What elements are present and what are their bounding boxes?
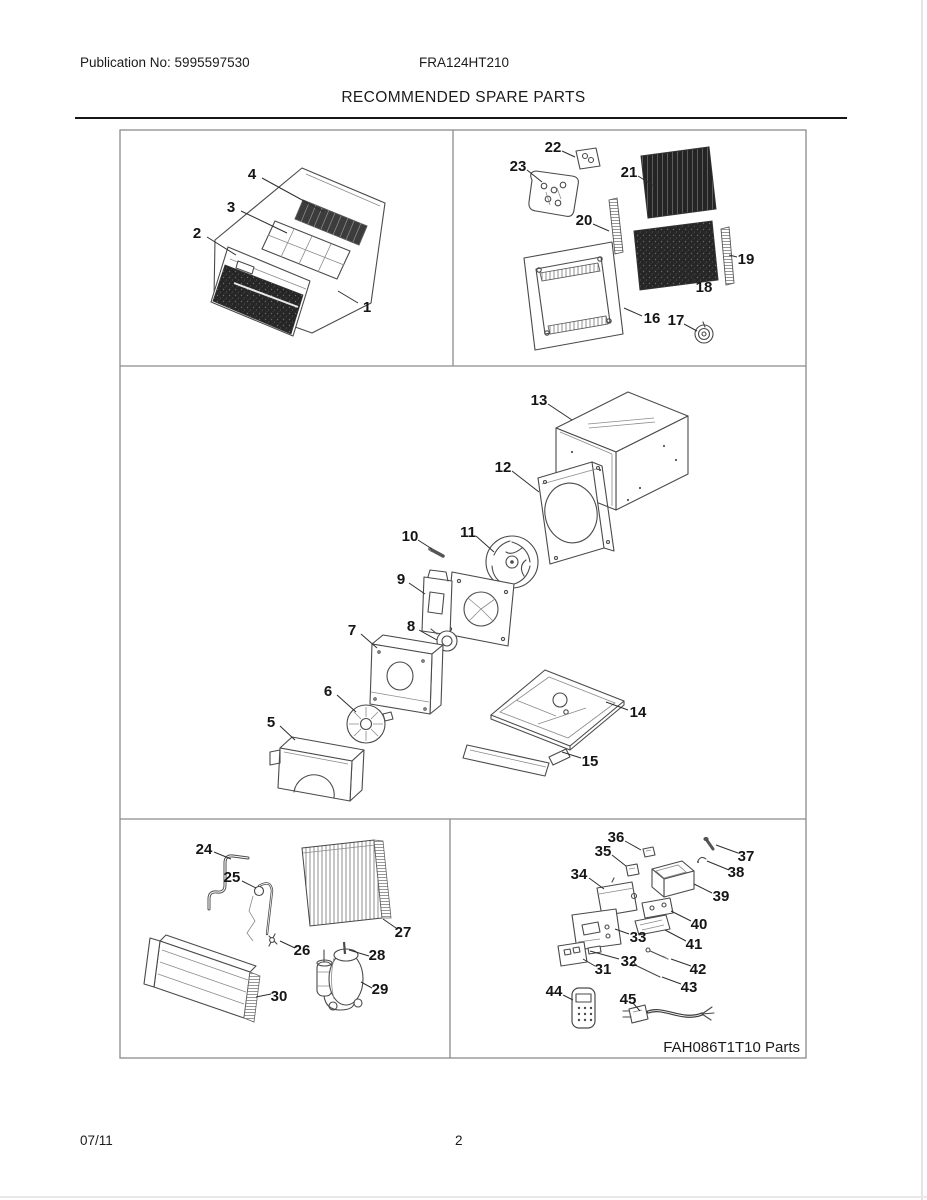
part-32-drawing xyxy=(588,946,601,954)
part-31-drawing xyxy=(558,942,587,966)
part-25-drawing xyxy=(247,883,272,941)
part-36-drawing xyxy=(643,847,655,857)
page-title: RECOMMENDED SPARE PARTS xyxy=(341,89,586,106)
part-number-label: 17 xyxy=(667,312,685,329)
part-38-drawing xyxy=(697,857,706,863)
chassis-exploded-view xyxy=(270,392,688,801)
leader-line xyxy=(548,404,572,420)
leader-line xyxy=(409,583,425,594)
part-number-label: 1 xyxy=(362,299,372,316)
part-15-drawing xyxy=(463,745,570,776)
part-22-drawing xyxy=(576,148,600,169)
footer-page-number: 2 xyxy=(455,1133,463,1148)
part-number-label: 25 xyxy=(223,869,241,886)
part-44-drawing xyxy=(572,988,595,1028)
part-39-drawing xyxy=(652,861,694,897)
model-number: FRA124HT210 xyxy=(419,55,510,70)
part-number-label: 39 xyxy=(712,888,730,905)
part-37-drawing xyxy=(704,838,713,850)
part-21-drawing xyxy=(641,147,716,218)
part-number-label: 26 xyxy=(293,942,311,959)
part-number-label: 41 xyxy=(685,936,703,953)
part-number-label: 40 xyxy=(690,916,708,933)
part-2-drawing xyxy=(211,247,310,336)
part-30-drawing xyxy=(144,935,260,1022)
part-number-label: 29 xyxy=(371,981,389,998)
leader-line xyxy=(242,881,256,888)
part-number-label: 33 xyxy=(629,929,647,946)
part-number-label: 2 xyxy=(192,225,202,242)
part-42-drawing xyxy=(646,948,668,959)
part-number-label: 31 xyxy=(594,961,612,978)
leader-line xyxy=(593,224,609,231)
scan-edge-right xyxy=(921,0,923,1200)
leader-line xyxy=(707,861,729,870)
leader-line xyxy=(241,211,287,233)
part-9-drawing xyxy=(422,570,514,646)
part-35-drawing xyxy=(626,864,639,876)
leader-line xyxy=(207,237,236,255)
part-number-label: 35 xyxy=(594,843,612,860)
leader-line xyxy=(476,536,494,552)
part-number-label: 10 xyxy=(401,528,419,545)
leader-line xyxy=(694,884,712,893)
part-number-label: 6 xyxy=(323,683,333,700)
part-4-drawing xyxy=(295,200,367,245)
part-number-label: 20 xyxy=(575,212,593,229)
leader-line xyxy=(671,911,691,921)
leader-line xyxy=(338,291,358,303)
diagram-caption: FAH086T1T10 Parts xyxy=(663,1039,800,1056)
scan-edge-bottom xyxy=(0,1196,927,1198)
part-number-label: 3 xyxy=(226,199,236,216)
part-number-label: 22 xyxy=(544,139,562,156)
leader-line xyxy=(262,178,324,212)
leader-line xyxy=(418,540,432,549)
part-17-drawing xyxy=(695,322,713,343)
leader-line xyxy=(280,726,295,740)
leader-line xyxy=(590,951,619,959)
part-number-label: 32 xyxy=(620,953,638,970)
part-number-label: 27 xyxy=(394,924,412,941)
part-number-label: 19 xyxy=(737,251,755,268)
part-number-label: 28 xyxy=(368,947,386,964)
part-40-drawing xyxy=(642,898,673,918)
part-number-label: 5 xyxy=(266,714,276,731)
publication-number: Publication No: 5995597530 xyxy=(80,55,250,70)
part-7-drawing xyxy=(370,635,443,714)
part-number-label: 37 xyxy=(737,848,755,865)
leader-line xyxy=(662,977,681,984)
part-5-drawing xyxy=(270,737,364,801)
part-number-label: 14 xyxy=(629,704,647,721)
part-26-drawing xyxy=(269,934,277,946)
part-number-label: 13 xyxy=(530,392,548,409)
part-number-label: 8 xyxy=(406,618,416,635)
leader-line xyxy=(625,841,641,850)
leader-line xyxy=(562,151,575,157)
part-number-label: 15 xyxy=(581,753,599,770)
part-number-label: 45 xyxy=(619,991,637,1008)
leader-line xyxy=(624,308,642,316)
part-number-label: 38 xyxy=(727,864,745,881)
leader-line xyxy=(256,994,271,997)
footer-date: 07/11 xyxy=(80,1133,113,1148)
part-number-label: 36 xyxy=(607,829,625,846)
leader-line xyxy=(512,471,539,492)
leader-line xyxy=(612,855,626,866)
leader-line xyxy=(671,959,691,966)
part-number-label: 44 xyxy=(545,983,563,1000)
leader-line xyxy=(684,324,697,331)
part-number-label: 12 xyxy=(494,459,512,476)
part-number-label: 43 xyxy=(680,979,698,996)
part-number-label: 24 xyxy=(195,841,213,858)
leader-line xyxy=(361,634,377,648)
part-number-label: 7 xyxy=(347,622,357,639)
part-number-label: 30 xyxy=(270,988,288,1005)
part-14-drawing xyxy=(491,670,624,750)
part-number-label: 9 xyxy=(396,571,406,588)
front-panel-assembly-view xyxy=(211,168,385,336)
leader-line xyxy=(337,695,356,712)
leader-line xyxy=(665,930,686,941)
part-number-label: 42 xyxy=(689,961,707,978)
leader-line xyxy=(589,878,604,889)
part-number-label: 21 xyxy=(620,164,638,181)
part-number-label: 4 xyxy=(247,166,257,183)
part-number-label: 11 xyxy=(460,524,476,541)
part-16-drawing xyxy=(524,242,623,350)
part-number-label: 18 xyxy=(695,279,713,296)
leader-line xyxy=(716,845,738,853)
part-number-label: 23 xyxy=(509,158,527,175)
part-27-drawing xyxy=(302,840,391,926)
part-number-label: 34 xyxy=(570,866,588,883)
part-number-label: 16 xyxy=(643,310,661,327)
